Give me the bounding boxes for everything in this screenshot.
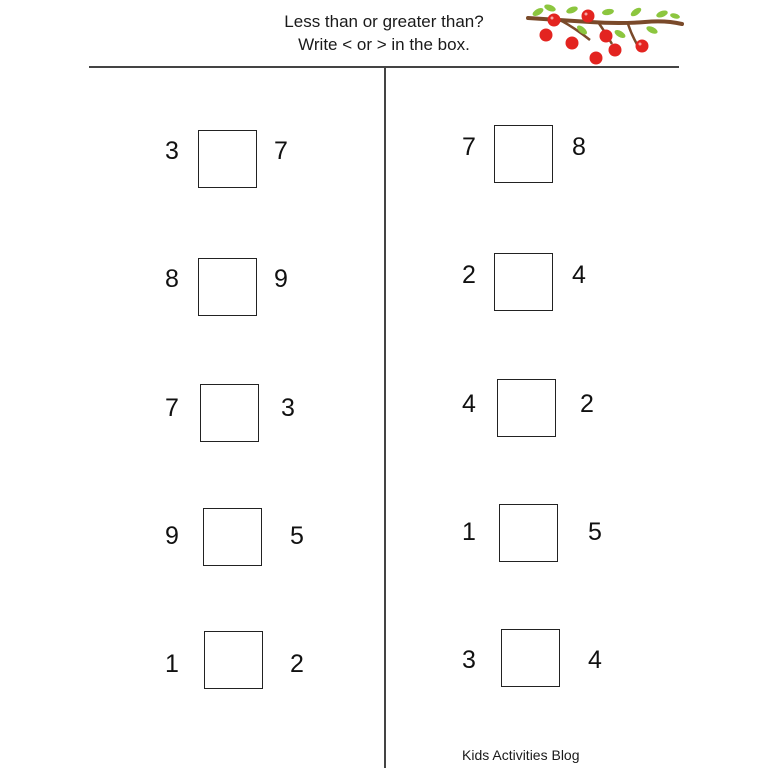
left-number: 3 [462,646,476,674]
left-number: 7 [462,133,476,161]
left-number: 4 [462,390,476,418]
worksheet-title: Less than or greater than? [284,12,484,31]
right-number: 2 [290,650,304,678]
answer-box[interactable] [494,253,553,311]
worksheet-instructions: Write < or > in the box. [298,35,470,54]
column-divider [384,67,386,768]
right-number: 5 [588,518,602,546]
answer-box[interactable] [497,379,556,437]
left-number: 7 [165,394,179,422]
right-number: 2 [580,390,594,418]
answer-box[interactable] [198,130,257,188]
left-number: 9 [165,522,179,550]
brand-footer: Kids Activities Blog [462,747,580,763]
answer-box[interactable] [203,508,262,566]
right-number: 4 [572,261,586,289]
worksheet-header [0,0,768,68]
answer-box[interactable] [198,258,257,316]
left-number: 1 [462,518,476,546]
answer-box[interactable] [200,384,259,442]
right-number: 9 [274,265,288,293]
right-number: 7 [274,137,288,165]
answer-box[interactable] [499,504,558,562]
answer-box[interactable] [501,629,560,687]
left-number: 2 [462,261,476,289]
answer-box[interactable] [494,125,553,183]
right-number: 3 [281,394,295,422]
left-number: 1 [165,650,179,678]
apple-branch-icon [520,0,685,68]
left-number: 8 [165,265,179,293]
answer-box[interactable] [204,631,263,689]
right-number: 4 [588,646,602,674]
right-number: 5 [290,522,304,550]
left-number: 3 [165,137,179,165]
right-number: 8 [572,133,586,161]
